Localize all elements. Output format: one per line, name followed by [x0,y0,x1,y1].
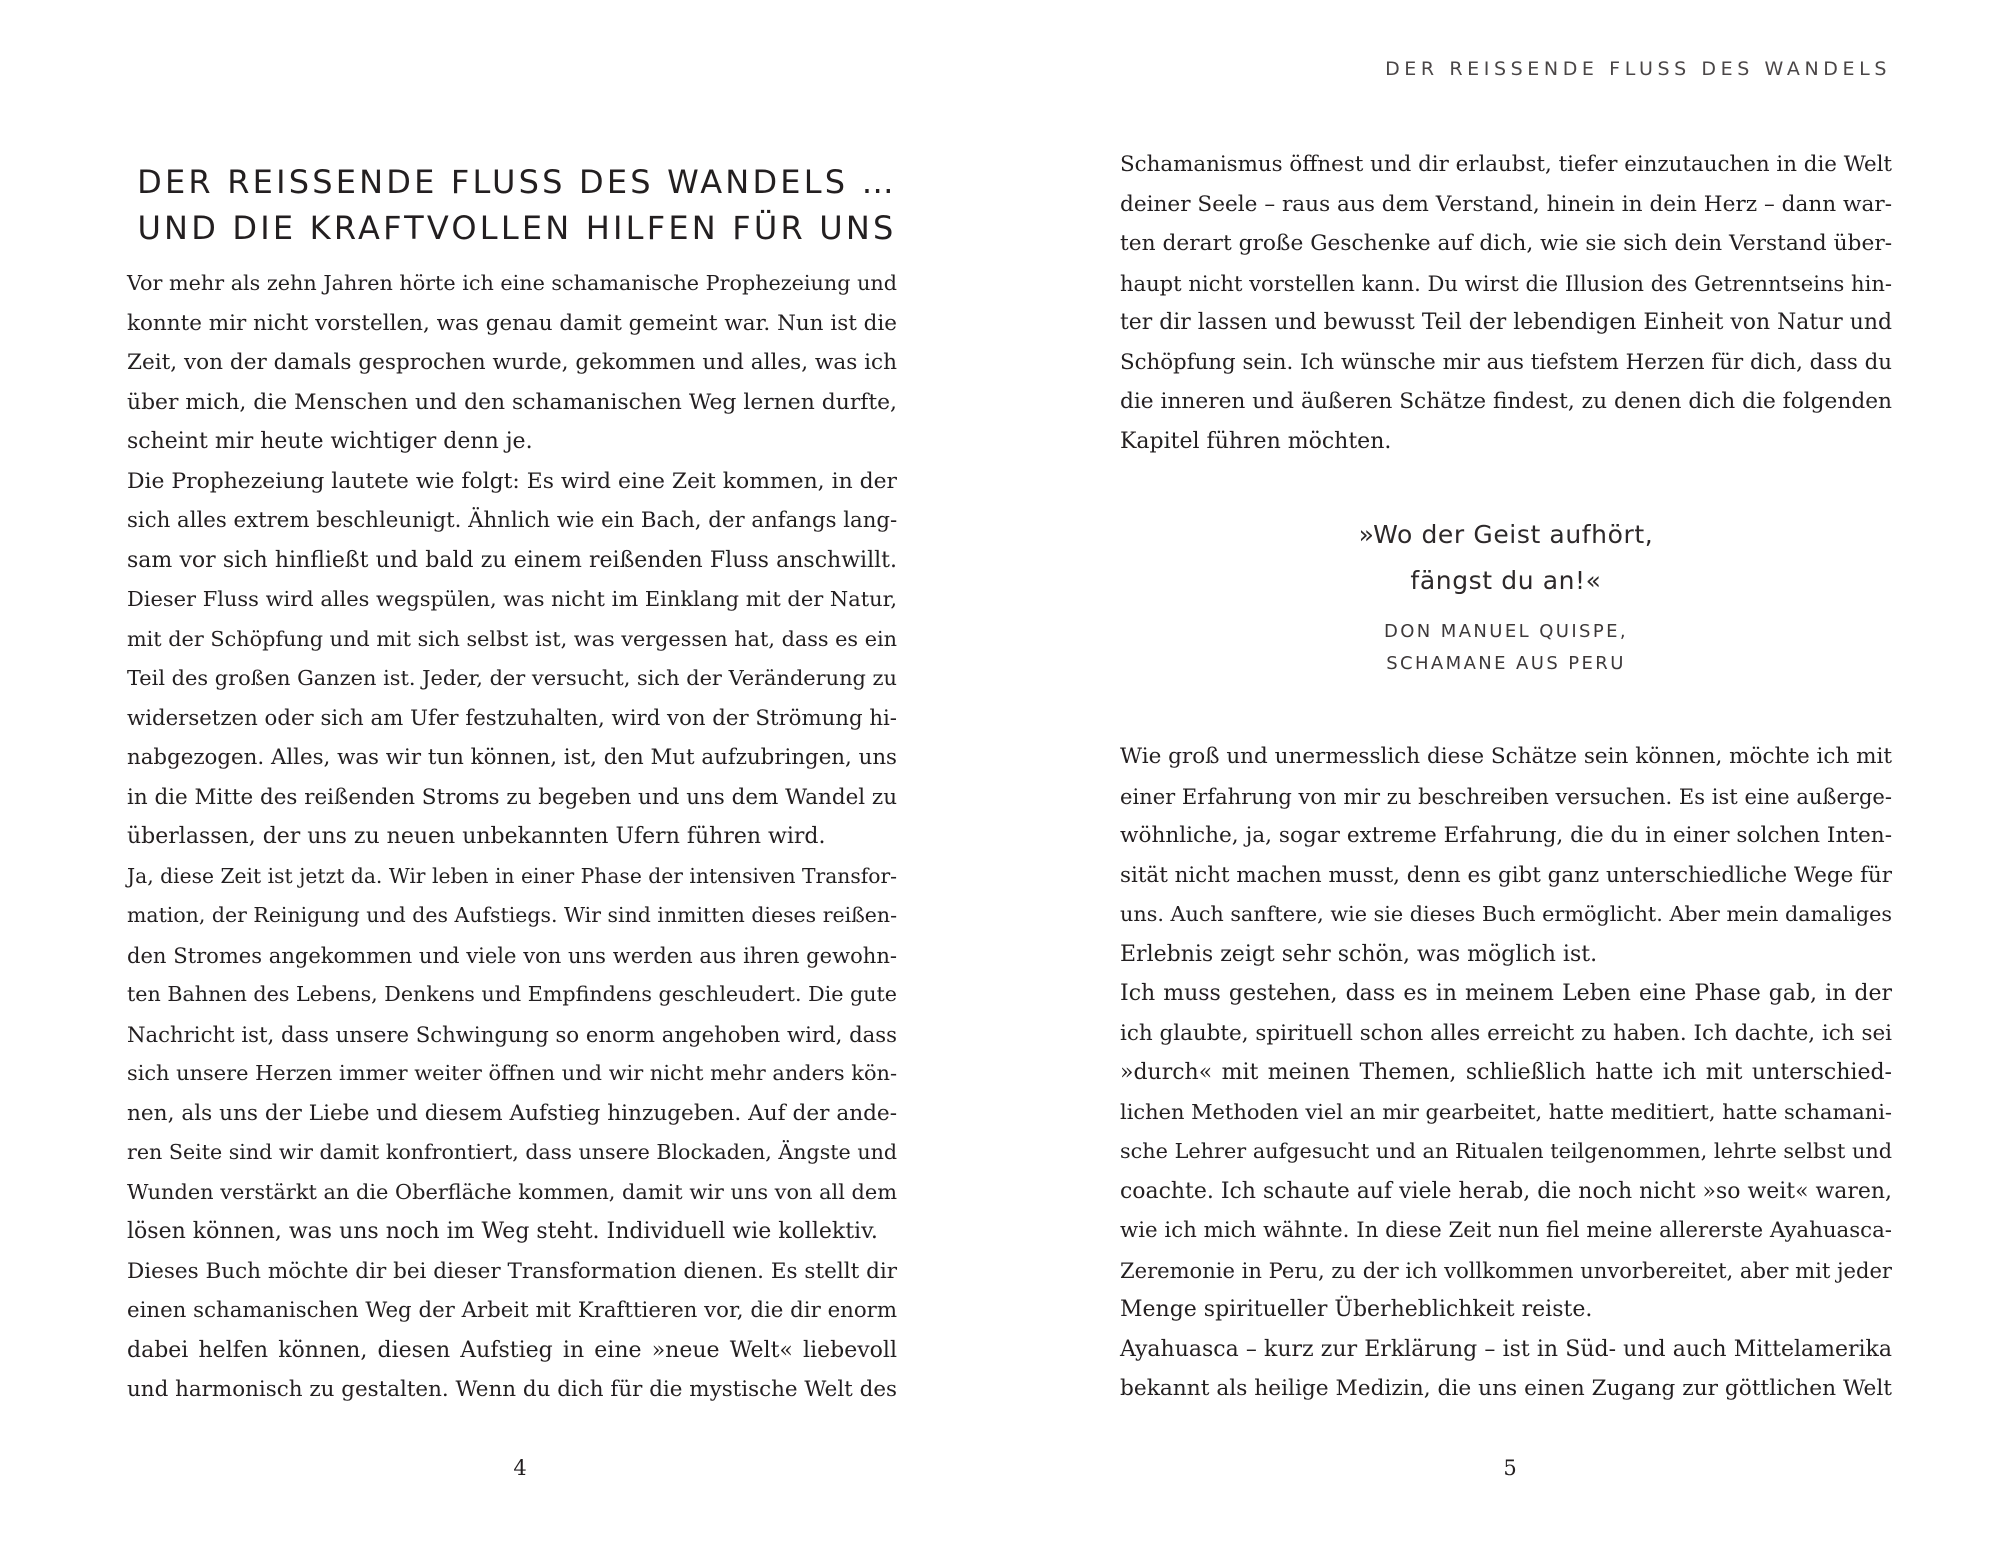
right-body-text-top [1120,145,1892,461]
chapter-title-line: DER REISSENDE FLUSS DES WANDELS … [137,163,897,202]
quote-line: fängst du an!« [1410,566,1602,595]
text-line: die inneren und äußeren Schätze findest, zu denen dich die folgenden [1120,389,1892,414]
text-line: haupt nicht vorstellen kann. Du wirst die Illusion des Getrenntseins hin- [1120,270,1892,296]
text-line: scheint mir heute wichtiger denn je. [127,429,533,454]
text-line: Ayahuasca – kurz zur Erklärung – ist in Süd- und auch Mittelamerika [1120,1336,1892,1362]
text-line: Die Prophezeiung lautete wie folgt: Es wird eine Zeit kommen, in der [127,468,897,494]
text-line: ten derart große Geschenke auf dich, wie sie sich dein Verstand über- [1120,231,1893,256]
text-line: überlassen, der uns zu neuen unbekannten Ufern führen wird. [127,824,826,849]
text-line: bekannt als heilige Medizin, die uns einen Zugang zur göttlichen Welt [1120,1376,1892,1401]
text-line: coachte. Ich schaute auf viele herab, die noch nicht »so weit« waren, [1120,1178,1892,1204]
page-number: 5 [1503,1456,1517,1480]
text-line: ich glaubte, spirituell schon alles erreicht zu haben. Ich dachte, ich sei [1120,1020,1892,1046]
text-line: sam vor sich hinfließt und bald zu einem reißenden Fluss anschwillt. [127,547,897,573]
text-line: sich alles extrem beschleunigt. Ähnlich wie ein Bach, der anfangs lang- [127,508,898,533]
text-line: sche Lehrer aufgesucht und an Ritualen teilgenommen, lehrte selbst und [1120,1139,1892,1163]
page-number: 4 [513,1456,527,1480]
text-line: ter dir lassen und bewusst Teil der lebendigen Einheit von Natur und [1120,310,1892,335]
text-line: Zeit, von der damals gesprochen wurde, gekommen und alles, was ich [127,350,897,375]
text-line: Menge spiritueller Überheblichkeit reiste. [1120,1297,1593,1322]
text-line: widersetzen oder sich am Ufer festzuhalten, wird von der Strömung hi- [127,705,897,731]
text-line: Ich muss gestehen, dass es in meinem Leben eine Phase gab, in der [1120,981,1892,1006]
text-line: Schamanismus öffnest und dir erlaubst, tiefer einzutauchen in die Welt [1120,152,1892,177]
text-line: über mich, die Menschen und den schamanischen Weg lernen durfte, [127,389,897,415]
text-line: wie ich mich wähnte. In diese Zeit nun fiel meine allererste Ayahuasca- [1120,1218,1892,1243]
text-line: und harmonisch zu gestalten. Wenn du dich für die mystische Welt des [127,1377,897,1402]
text-line: konnte mir nicht vorstellen, was genau damit gemeint war. Nun ist die [127,310,897,336]
text-line: Erlebnis zeigt sehr schön, was möglich ist. [1120,941,1598,967]
left-body-text [127,264,897,1410]
epigraph-quote [1120,512,1892,680]
text-line: Kapitel führen möchten. [1120,428,1392,454]
attribution-line: SCHAMANE AUS PERU [1386,653,1626,674]
text-line: in die Mitte des reißenden Stroms zu begeben und uns dem Wandel zu [127,784,897,810]
text-line: Nachricht ist, dass unsere Schwingung so enorm angehoben wird, dass [127,1021,898,1047]
text-line: Schöpfung sein. Ich wünsche mir aus tiefstem Herzen für dich, dass du [1120,349,1892,375]
running-head: DER REISSENDE FLUSS DES WANDELS [1385,58,1891,80]
text-line: nen, als uns der Liebe und diesem Aufstieg hinzugeben. Auf der ande- [127,1100,897,1126]
quote-line: »Wo der Geist aufhört, [1358,520,1654,549]
text-line: ten Bahnen des Lebens, Denkens und Empfindens geschleudert. Die gute [127,982,897,1006]
text-line: einen schamanischen Weg der Arbeit mit Krafttieren vor, die dir enorm [127,1298,897,1323]
quote-attribution [1120,616,1892,680]
text-line: Teil des großen Ganzen ist. Jeder, der versucht, sich der Veränderung zu [127,666,897,690]
text-line: sität nicht machen musst, denn es gibt ganz unterschiedliche Wege für [1120,862,1893,888]
text-line: »durch« mit meinen Themen, schließlich hatte ich mit unterschied- [1120,1060,1892,1085]
attribution-line: DON MANUEL QUISPE, [1383,621,1629,642]
text-line: Vor mehr als zehn Jahren hörte ich eine schamanische Prophezeiung und [127,271,897,295]
text-line: nabgezogen. Alles, was wir tun können, ist, den Mut aufzubringen, uns [127,745,897,770]
text-line: Wunden verstärkt an die Oberfläche kommen, damit wir uns von all dem [127,1179,897,1204]
text-line: Dieses Buch möchte dir bei dieser Transformation dienen. Es stellt dir [127,1258,897,1284]
text-line: Dieser Fluss wird alles wegspülen, was nicht im Einklang mit der Natur, [127,587,897,611]
text-line: einer Erfahrung von mir zu beschreiben versuchen. Es ist eine außerge- [1120,783,1892,809]
text-line: deiner Seele – raus aus dem Verstand, hinein in dein Herz – dann war- [1120,191,1892,217]
text-line: Ja, diese Zeit ist jetzt da. Wir leben in einer Phase der intensiven Transfor- [127,863,897,888]
text-line: dabei helfen können, diesen Aufstieg in eine »neue Welt« liebevoll [127,1337,897,1363]
right-page [1000,0,2000,1556]
text-line: ren Seite sind wir damit konfrontiert, dass unsere Blockaden, Ängste und [127,1140,897,1164]
text-line: lösen können, was uns noch im Weg steht. Individuell wie kollektiv. [127,1219,878,1244]
text-line: uns. Auch sanftere, wie sie dieses Buch ermöglicht. Aber mein damaliges [1120,902,1892,926]
text-line: Zeremonie in Peru, zu der ich vollkommen unvorbereitet, aber mit jeder [1120,1257,1892,1283]
chapter-title [127,159,907,251]
text-line: den Stromes angekommen und viele von uns werden aus ihren gewohn- [127,942,897,968]
text-line: Wie groß und unermesslich diese Schätze sein können, möchte ich mit [1120,744,1893,769]
text-line: sich unsere Herzen immer weiter öffnen und wir nicht mehr anders kön- [127,1061,897,1085]
text-line: mation, der Reinigung und des Aufstiegs. Wir sind inmitten dieses reißen- [127,903,897,927]
chapter-title-line: UND DIE KRAFTVOLLEN HILFEN FÜR UNS [137,209,897,248]
text-line: wöhnliche, ja, sogar extreme Erfahrung, die du in einer solchen Inten- [1120,823,1892,848]
text-line: mit der Schöpfung und mit sich selbst ist, was vergessen hat, dass es ein [127,626,897,651]
right-body-text-bottom [1120,737,1892,1409]
text-line: lichen Methoden viel an mir gearbeitet, hatte meditiert, hatte schamani- [1120,1099,1892,1124]
